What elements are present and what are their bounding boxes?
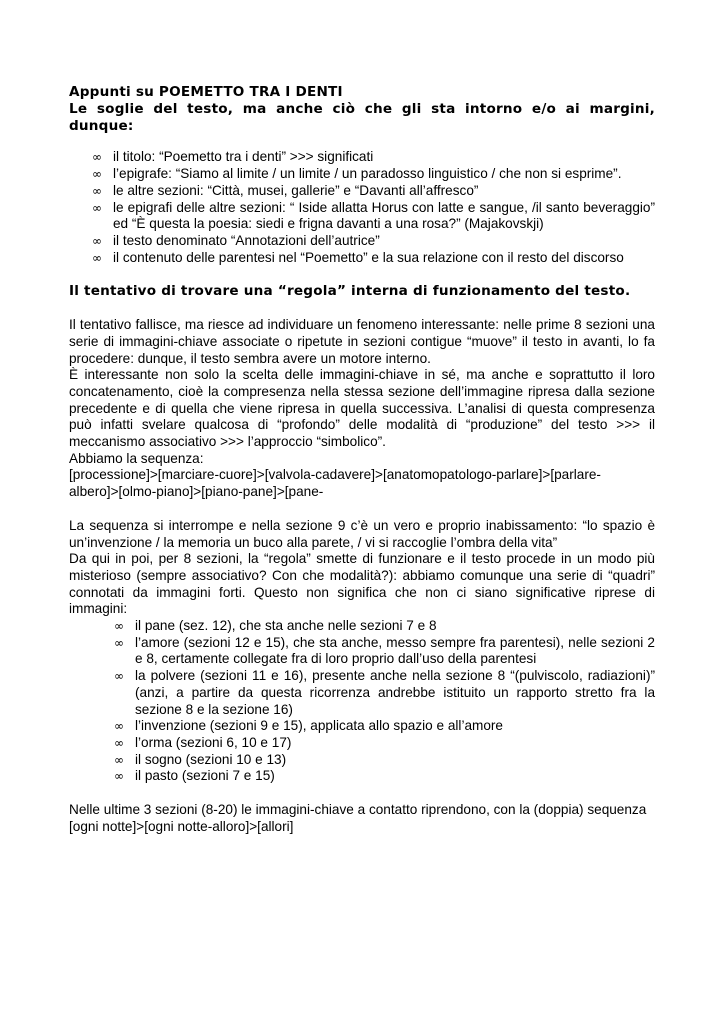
paragraph-from-here: Da qui in poi, per 8 sezioni, la “regola” smette di funzionare e il testo procede in un modo più misterioso (sempre associativo? Con che modalità?): abbiamo comunque una serie di “quadri” connotati da immagini forti. Questo non significa che non ci siano significative riprese di immagini: xyxy=(69,551,655,617)
infinity-bullet-icon: ∞ xyxy=(114,619,124,634)
infinity-bullet-icon: ∞ xyxy=(114,669,124,684)
heading-line-title: Appunti su POEMETTO TRA I DENTI xyxy=(69,84,343,100)
list-item-text: l’amore (sezioni 12 e 15), che sta anche, messo sempre fra parentesi), nelle sezioni 2 e 8, certamente collegate fra di loro proprio dall’uso della parentesi xyxy=(135,634,655,667)
list-item-text: il titolo: “Poemetto tra i denti” >>> significati xyxy=(113,149,374,165)
infinity-bullet-icon: ∞ xyxy=(114,635,124,650)
infinity-bullet-icon: ∞ xyxy=(92,167,102,182)
infinity-bullet-icon: ∞ xyxy=(92,250,102,265)
infinity-bullet-icon: ∞ xyxy=(92,200,102,215)
list-item-text: l’epigrafe: “Siamo al limite / un limite / un paradosso linguistico / che non si esprime”. xyxy=(113,166,622,182)
paragraph-sequence-intro: Abbiamo la sequenza: xyxy=(69,450,204,466)
infinity-bullet-icon: ∞ xyxy=(114,735,124,750)
paragraph-sequence-break: La sequenza si interrompe e nella sezione 9 c’è un vero e proprio inabissamento: “lo spazio è un’invenzione / la memoria un buco alla parete, / vi si raccoglie l’ombra della vita” xyxy=(69,517,655,550)
thresholds-list xyxy=(69,149,655,266)
list-item-text: le altre sezioni: “Città, musei, gallerie” e “Davanti all’affresco” xyxy=(113,182,479,198)
list-item-text: l’orma (sezioni 6, 10 e 17) xyxy=(135,734,292,750)
list-item xyxy=(69,768,655,785)
images-list xyxy=(69,618,655,785)
sequence-final: [ogni notte]>[ogni notte-alloro]>[allori] xyxy=(69,818,294,834)
list-item xyxy=(69,668,655,718)
heading-notes-title xyxy=(69,84,655,134)
infinity-bullet-icon: ∞ xyxy=(114,719,124,734)
list-item xyxy=(69,149,655,166)
infinity-bullet-icon: ∞ xyxy=(114,752,124,767)
infinity-bullet-icon: ∞ xyxy=(92,183,102,198)
list-item-text: il pasto (sezioni 7 e 15) xyxy=(135,768,275,784)
list-item xyxy=(69,618,655,635)
list-item-text: il testo denominato “Annotazioni dell’autrice” xyxy=(113,232,380,248)
list-item-text: il contenuto delle parentesi nel “Poemetto” e la sua relazione con il resto del discorso xyxy=(113,249,624,265)
infinity-bullet-icon: ∞ xyxy=(114,769,124,784)
list-item-text: le epigrafi delle altre sezioni: “ Iside allatta Horus con latte e sangue, /il santo beveraggio” ed “È questa la poesia: siedi e frigna davanti a una rosa?” (Majakovskji) xyxy=(113,199,655,232)
list-item-text: la polvere (sezioni 11 e 16), presente anche nella sezione 8 “(pulviscolo, radiazioni)” (anzi, a partire da questa ricorrenza andrebbe istituito un rapporto stretto fra la sezione 8 e la sezione 16) xyxy=(135,668,655,717)
list-item xyxy=(69,166,655,183)
heading-rule-attempt: Il tentativo di trovare una “regola” interna di funzionamento del testo. xyxy=(69,283,631,300)
list-item-text: il sogno (sezioni 10 e 13) xyxy=(135,751,287,767)
sequence-line-1: [processione]>[marciare-cuore]>[valvola-cadavere]>[anatomopatologo-parlare]>[parlare- xyxy=(69,467,601,483)
list-item xyxy=(69,635,655,668)
document-page xyxy=(69,84,655,836)
sequence-line-2: albero]>[olmo-piano]>[piano-pane]>[pane- xyxy=(69,484,324,500)
paragraph-attempt-fails: Il tentativo fallisce, ma riesce ad individuare un fenomeno interessante: nelle prime 8 sezioni una serie di immagini-chiave associate o ripetute in sezioni contigue “muove” il testo in avanti, lo fa procedere: dunque, il testo sembra avere un motore interno. xyxy=(69,317,655,366)
list-item xyxy=(69,233,655,250)
heading-line-thresholds: Le soglie del testo, ma anche ciò che gli sta intorno e/o ai margini, dunque: xyxy=(69,100,655,134)
paragraph-last-sections: Nelle ultime 3 sezioni (8-20) le immagini-chiave a contatto riprendono, con la (doppia) sequenza xyxy=(69,802,647,818)
list-item xyxy=(69,200,655,233)
list-item xyxy=(69,752,655,769)
list-item xyxy=(69,250,655,267)
infinity-bullet-icon: ∞ xyxy=(92,150,102,165)
infinity-bullet-icon: ∞ xyxy=(92,233,102,248)
list-item xyxy=(69,183,655,200)
list-item-text: il pane (sez. 12), che sta anche nelle sezioni 7 e 8 xyxy=(135,618,437,634)
list-item xyxy=(69,735,655,752)
list-item-text: l’invenzione (sezioni 9 e 15), applicata allo spazio e all’amore xyxy=(135,718,503,734)
paragraph-interesting: È interessante non solo la scelta delle immagini-chiave in sé, ma anche e soprattutto il loro concatenamento, cioè la compresenza nella stessa sezione dell’immagine ripresa dalla sezione precedente e di quella che viene ripresa in quella successiva. L’analisi di questa compresenza può infatti svelare qualcosa di “profondo” delle modalità di “produzione” del testo >>> il meccanismo associativo >>> l’approccio “simbolico”. xyxy=(69,367,655,450)
list-item xyxy=(69,718,655,735)
